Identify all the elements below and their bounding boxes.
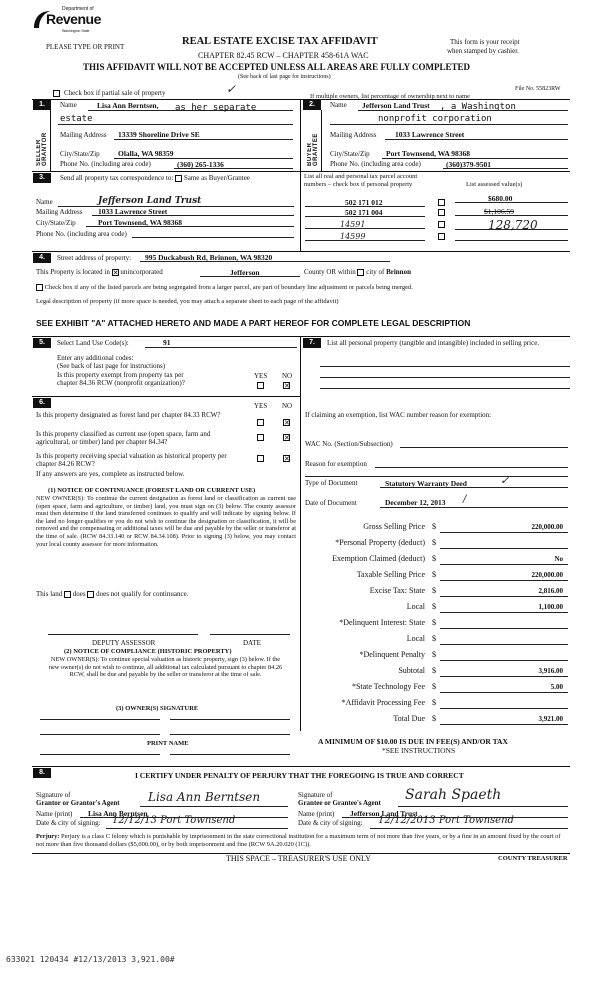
deputy-assessor-label: DEPUTY ASSESSOR [92,639,156,647]
exempt-question-2: chapter 84.36 RCW (nonprofit organization)? [57,379,185,387]
parcel-1-personal-checkbox[interactable] [438,199,445,206]
cashier-stamp: 633021 120434 #12/13/2013 3,921.00# [6,955,175,964]
s3-phone-label: Phone No. (including area code) [36,230,127,238]
notice2-title: (2) NOTICE OF COMPLIANCE (HISTORIC PROPERTY) [64,648,232,655]
partial-sale-label: Check box if partial sale of property [64,89,166,97]
money-table [300,522,575,742]
s6-question-2: Is this property classified as current use (open space, farm and agricultural, or timber) land per chapter 84.34? [36,430,211,446]
parcel-2-personal-checkbox[interactable] [438,209,445,216]
section-7-number: 7. [303,338,321,348]
segregated-checkbox[interactable] [36,284,43,291]
notice1-body: NEW OWNER(S): To continue the current designation as forest land or classification as current use (open space, farm and agriculture, or timber) land, you must sign on (3) below. The county assessor must then determine if the land transferred continues to qualify and will indicate by signing below. If the land no longer qualifies or you do not wish to continue the designation or classification, it will be removed and the compensating or additional taxes will be due and payable by the seller or transferor at the time of sale. (RCW 84.33.140 or RCW 84.34.108). Prior to signing (3) below, you may contact your local county assessor for more information. [36,495,296,548]
grantor-name: Lisa Ann Berntsen [88,809,148,818]
send-correspondence-label [60,174,250,182]
street-address-label: Street address of property: [57,254,132,262]
seller-city-label: City/State/Zip [60,150,100,158]
see-instructions-text: *SEE INSTRUCTIONS [382,746,456,755]
parcel-1: 502 171 012 [345,198,383,207]
money-label-exemption: Exemption Claimed (deduct) [332,554,425,563]
section-3-number: 3. [33,173,51,183]
section-8-number: 8. [33,768,51,778]
deputy-date-label: DATE [243,639,261,647]
money-value-tech-fee: 5.00 [550,683,563,691]
money-label-interest-state: *Delinquent Interest: State [339,618,425,627]
send-correspondence-text: Send all property tax correspondence to: [60,174,174,182]
s3-mail-label: Mailing Address [36,208,83,216]
money-label-total: Total Due [393,714,425,723]
money-label-interest-local: Local [406,634,425,643]
q3-yes-checkbox[interactable] [257,455,264,462]
exempt-yes-checkbox[interactable] [257,382,264,389]
same-as-buyer-text: Same as Buyer/Grantee [183,174,250,182]
money-label-gross: Gross Selling Price [363,522,425,531]
section-6-number: 6. [33,398,51,408]
seller-city: Olalla, WA 98359 [118,149,174,158]
does-not-checkbox[interactable] [87,591,94,598]
seller-mail-label: Mailing Address [60,131,107,139]
seller-phone: (360) 265-1336 [177,160,224,169]
section-2-number: 2. [303,100,321,110]
located-pre-text: This Property is located in [36,268,110,276]
seller-name-handwritten-1: as her separate [175,103,257,113]
print-name-label: PRINT NAME [147,740,189,747]
city-name: Brinnon [386,268,411,276]
buyer-city: Port Townsend, WA 98368 [386,149,471,158]
city-of-checkbox[interactable] [357,269,364,276]
exempt-question-1: Is this property exempt from property tax per [57,371,184,379]
money-dollar-1: $ [432,538,436,547]
q3-no-checkbox[interactable]: ✕ [284,455,290,463]
grantee-name: Jefferson Land Trust [350,809,418,818]
exempt-no-checkbox[interactable]: ✕ [284,382,290,390]
grantee-agent-label: Grantee or Grantee's Agent [298,799,381,807]
form-title: REAL ESTATE EXCISE TAX AFFIDAVIT [182,36,378,47]
money-dollar-10: $ [432,682,436,691]
money-value-excise-local: 1,100.00 [538,603,563,611]
date-of-document-label: Date of Document [305,499,357,507]
seller-name: Lisa Ann Berntsen, [97,101,159,110]
s3-city: Port Townsend, WA 98368 [98,218,183,227]
money-value-total: 3,921.00 [538,715,563,723]
money-dollar-0: $ [432,522,436,531]
file-number: File No. 55823RW [515,86,561,92]
q2-no-checkbox[interactable]: ✕ [284,434,290,442]
see-back-text: (See back of last page for instructions) [238,74,331,80]
q2-yes-checkbox[interactable] [257,434,264,441]
money-dollar-11: $ [432,698,436,707]
assessed-value-label: List assessed value(s) [466,181,523,188]
money-label-processing-fee: *Affidavit Processing Fee [341,698,425,707]
unincorporated-checkbox[interactable]: ✕ [112,268,119,277]
exhibit-text: SEE EXHIBIT "A" ATTACHED HERETO AND MADE A PART HEREOF FOR COMPLETE LEGAL DESCRIPTION [36,318,471,328]
money-label-tech-fee: *State Technology Fee [351,682,425,691]
date-check-mark: / [463,494,467,505]
list-personal-property: List all personal property (tangible and intangible) included in selling price. [327,339,540,347]
segregated-row [36,284,413,291]
street-address: 995 Duckabush Rd, Brinnon, WA 98320 [145,253,273,262]
logo-small-text: Department of [62,6,94,12]
buyer-side-label: BUYER GRANTEE [307,133,319,166]
date-of-document: December 12, 2013 [385,498,446,507]
money-label-excise-state: Excise Tax: State [369,586,425,595]
does-not-text: does not qualify for continuance. [96,590,189,598]
logo-state-text: Washington State [62,29,90,33]
partial-check-mark: ✓ [226,82,237,96]
logo-big-text: Revenue [46,11,101,27]
money-label-excise-local: Local [406,602,425,611]
money-value-gross: 220,000.00 [531,523,563,531]
treasurer-use-label: THIS SPACE – TREASURER'S USE ONLY [226,854,371,863]
assessed-2-struck: $1,106.59 [484,207,514,216]
s6-question-3: Is this property receiving special valuation as historical property per chapter 84.26 RCW? [36,452,227,468]
buyer-name-label: Name [330,101,347,109]
q1-yes-checkbox[interactable] [257,419,264,426]
s5-no-label: NO [282,372,293,380]
perjury-paragraph [36,833,568,849]
warning-text: THIS AFFIDAVIT WILL NOT BE ACCEPTED UNLESS ALL AREAS ARE FULLY COMPLETED [83,62,471,72]
type-of-document: Statutory Warranty Deed [385,479,467,488]
multi-owners-note: If multiple owners, list percentage of ownership next to name [310,93,470,100]
does-text: does [72,590,86,598]
does-checkbox[interactable] [64,591,71,598]
buyer-phone: (360)379-9501 [446,160,491,169]
city-of-text: city of [366,268,385,276]
parcel-list-label-1: List all real and personal tax parcel account [304,173,418,180]
grantee-sig-label-1: Signature of [298,791,333,799]
perjury-text: Perjury is a class C felony which is punishable by imprisonment in the state correctional institution for a maximum term of not more than five years, or by a fine in an amount fixed by the court of not more than five thousand dollars ($5,000.00), or by both imprisonment and fine (RCW 9A.20.020 (1C)). [36,833,561,848]
buyer-city-label: City/State/Zip [330,150,370,158]
parcel-4-personal-checkbox[interactable] [438,233,445,240]
form-chapter: CHAPTER 82.45 RCW – CHAPTER 458-61A WAC [198,51,369,60]
money-dollar-8: $ [432,650,436,659]
parcel-list-label-2: numbers – check box if personal property [304,181,413,188]
land-use-code: 91 [163,338,171,347]
money-dollar-4: $ [432,586,436,595]
grantor-agent-label: Grantor or Grantor's Agent [36,799,120,807]
money-dollar-3: $ [432,570,436,579]
owners-signature-label: (3) OWNER(S) SIGNATURE [116,705,199,712]
this-land-text: This land [36,590,63,598]
grantor-date-label: Date & city of signing: [36,819,101,827]
grantor-signature: Lisa Ann Berntsen [148,790,261,804]
seller-side-label: SELLER GRANTOR [36,132,48,166]
grantor-sig-label-1: Signature of [36,791,71,799]
unincorporated-text: unincorporated [120,268,163,276]
seller-name-handwritten-2: estate [60,114,93,124]
section-5-number: 5. [33,338,51,348]
perjury-label: Perjury: [36,833,60,840]
money-dollar-12: $ [432,714,436,723]
parcel-2: 502 171 004 [345,208,383,217]
if-yes-text: If any answers are yes, complete as instructed below. [36,470,185,478]
reason-exemption-label: Reason for exemption [305,460,367,468]
buyer-name: Jefferson Land Trust [362,101,430,110]
money-dollar-6: $ [432,618,436,627]
segregated-text: Check box if any of the listed parcels are being segregated from a larger parcel, are part of boundary line adjustment or parcels being merged. [44,284,413,291]
type-of-document-label: Type of Document [305,479,358,487]
certify-text: I CERTIFY UNDER PENALTY OF PERJURY THAT THE FOREGOING IS TRUE AND CORRECT [135,771,464,780]
type-check-mark: ✓ [500,474,510,487]
s3-city-label: City/State/Zip [36,219,76,227]
county-treasurer-label: COUNTY TREASURER [498,855,568,862]
grantee-signature: Sarah Spaeth [405,787,502,803]
revenue-logo [30,6,100,36]
grantee-date-label: Date & city of signing: [298,819,363,827]
wac-number-label: WAC No. (Section/Subsection) [305,440,393,448]
s6-question-1: Is this property designated as forest land per chapter 84.33 RCW? [36,411,221,419]
section-1-number: 1. [33,100,51,110]
assessed-3: 128,720 [488,218,538,232]
seller-phone-label: Phone No. (including area code) [60,160,151,168]
money-dollar-5: $ [432,602,436,611]
section-4-number: 4. [33,253,51,263]
buyer-name-handwritten-2: nonprofit corporation [378,114,492,124]
receipt-note-1: This form is your receipt [450,38,520,46]
s6-no-label: NO [282,402,293,410]
money-label-taxable: Taxable Selling Price [356,570,425,579]
seller-mail: 13339 Shoreline Drive SE [118,130,200,139]
money-dollar-9: $ [432,666,436,675]
buyer-mail: 1033 Lawrence Street [395,130,465,139]
buyer-name-handwritten-1: , a Washington [440,102,516,112]
parcel-4: 14599 [340,232,366,241]
grantee-name-label: Name (print) [298,810,335,818]
s3-mail: 1033 Lawrence Street [98,207,168,216]
money-label-penalty: *Delinquent Penalty [359,650,425,659]
parcel-3-personal-checkbox[interactable] [438,221,445,228]
additional-codes-label: Enter any additional codes: [57,354,134,362]
buyer-phone-label: Phone No. (including area code) [330,160,421,168]
notice2-body: NEW OWNER(S): To continue special valuation as historic property, sign (3) below. If the new owner(s) do not wish to continue, all additional tax calculated pursuant to chapter 84.26 RCW, shall be due and payable by the seller or transferor at the time of sale. [48,656,283,679]
partial-sale-checkbox[interactable] [53,90,60,97]
grantee-date-city: 12/12/2013 Port Townsend [378,815,514,826]
land-use-label: Select Land Use Code(s): [57,339,129,347]
county-name: Jefferson [230,268,260,277]
grantor-date-city: 12/12/13 Port Townsend [112,815,236,826]
money-value-subtotal: 3,916.00 [538,667,563,675]
money-label-subtotal: Subtotal [398,666,425,675]
this-land-row [36,590,188,598]
county-label-text [304,268,411,276]
county-within-text: County OR within [304,268,356,276]
minimum-fee-text: A MINIMUM OF $10.00 IS DUE IN FEE(S) AND/OR TAX [318,737,508,746]
seller-name-label: Name [60,101,77,109]
s5-yes-label: YES [254,372,268,380]
s6-yes-label: YES [254,402,268,410]
grantor-name-label: Name (print) [36,810,73,818]
buyer-mail-label: Mailing Address [330,131,377,139]
same-as-buyer-checkbox[interactable] [175,175,182,182]
legal-description-label: Legal description of property (if more space is needed, you may attach a separate sheet to each page of the affidavit) [36,298,339,305]
assessed-1: $680.00 [488,194,513,203]
receipt-note-2: when stamped by cashier. [447,47,519,55]
claiming-exemption-label: If claiming an exemption, list WAC number reason for exemption: [305,411,492,419]
money-value-taxable: 220,000.00 [531,571,563,579]
money-dollar-2: $ [432,554,436,563]
money-label-personal: *Personal Property (deduct) [335,538,425,547]
s3-name-label: Name [36,198,53,206]
parcel-3: 14591 [340,220,366,229]
s5-see-back: (See back of last page for instructions) [57,362,166,370]
s3-name: Jefferson Land Trust [98,196,202,206]
please-type-label: PLEASE TYPE OR PRINT [46,43,125,51]
money-dollar-7: $ [432,634,436,643]
q1-no-checkbox[interactable]: ✕ [284,419,290,427]
notice1-title: (1) NOTICE OF CONTINUANCE (FOREST LAND OR CURRENT USE) [48,487,256,494]
located-row [36,268,163,276]
money-value-excise-state: 2,816.00 [538,587,563,595]
money-value-exemption: No [554,555,563,563]
